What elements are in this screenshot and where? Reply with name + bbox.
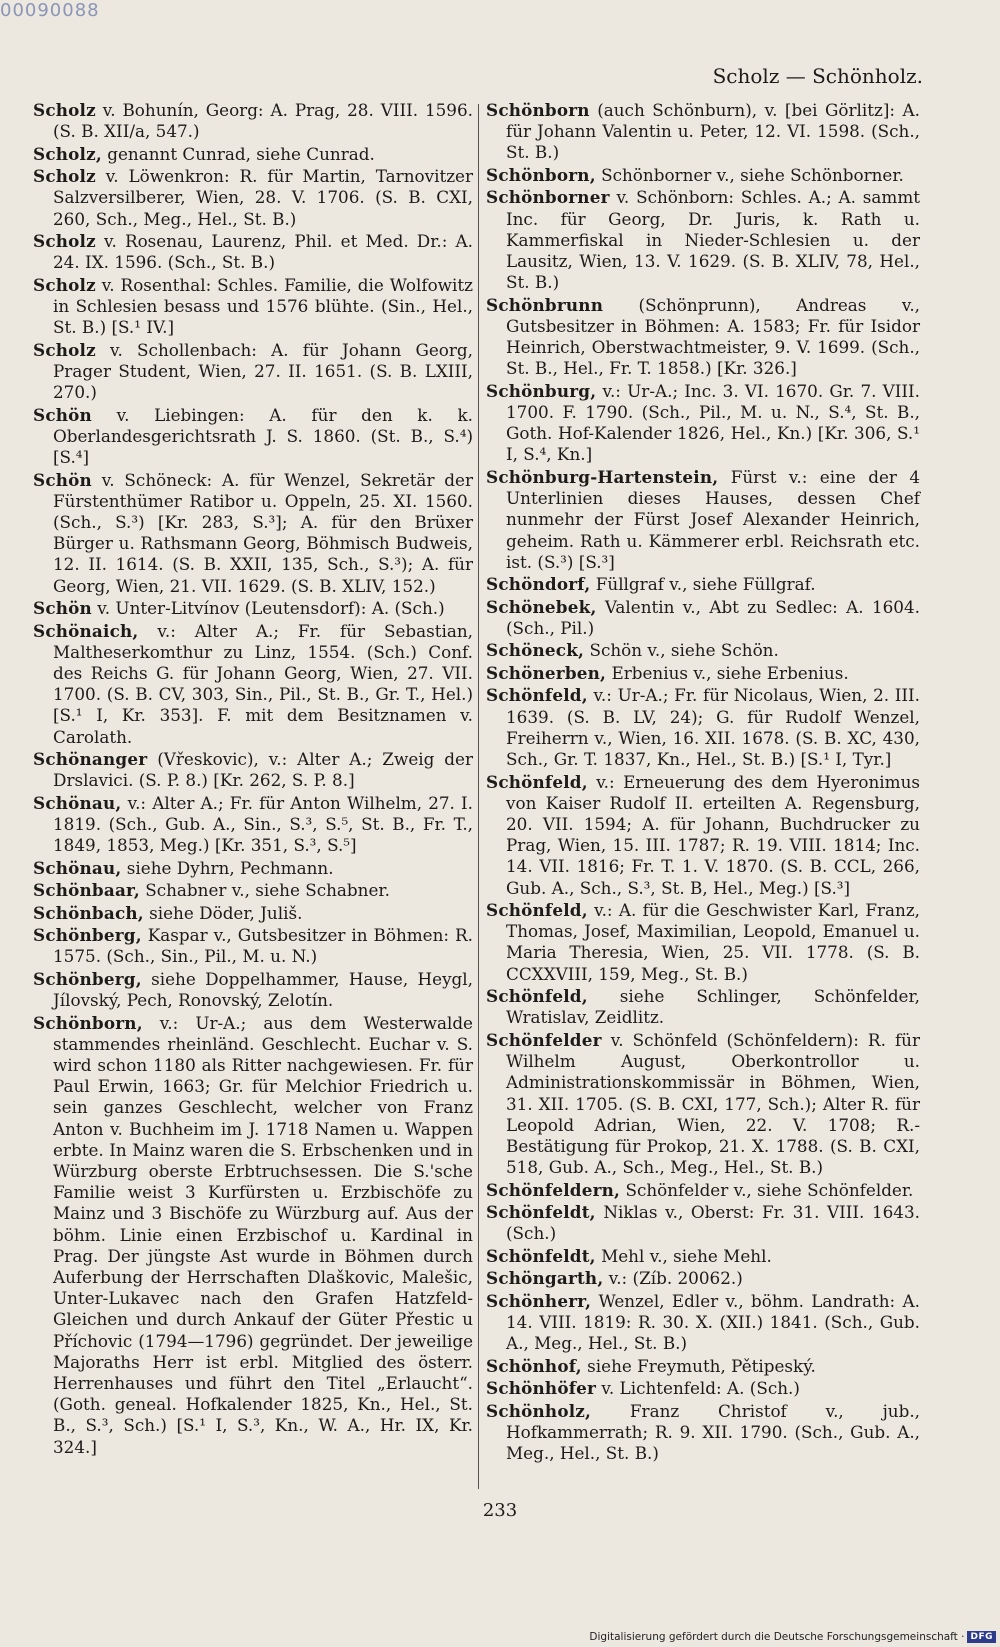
entry-text: siehe Dyhrn, Pechmann. [121,857,334,878]
entry [486,1202,920,1244]
entry-headword: Schön [33,469,92,490]
entry [486,381,920,466]
entry [33,903,473,924]
entry-headword: Schönborn, [486,164,596,185]
entry-headword: Schönfelder [486,1029,602,1050]
entry-text: v. Schönfeld (Schönfeldern): R. für Wilhelm August, Oberkontrollor u. Administrationskommissär in Böhmen, Wien, 31. XII. 1705. (S. B. CXI, 177, Sch.); Alter R. für Leopold Adrian, Wien, 22. V. 1708; R.-Bestätigung für Prokop, 21. X. 1788. (S. B. CXI, 518, Gub. A., Sch., Meg., Hel., St. B.) [506,1029,920,1178]
entry [486,772,920,899]
entry [486,467,920,573]
entry-headword: Schöndorf, [486,574,591,595]
entry-text: v.: Alter A.; Fr. für Anton Wilhelm, 27. I. 1819. (Sch., Gub. A., Sin., S.³, S.⁵, St. B., Fr. T., 1849, 1853, Meg.) [Kr. 351, S.³, S.⁵] [53,792,473,856]
entry [486,986,920,1028]
entry-text: v.: Alter A.; Fr. für Sebastian, Maltheserkomthur zu Linz, 1554. (Sch.) Conf. des Reichs G. für Johann Georg, Wien, 27. VII. 1700. (S. B. CV, 303, Sin., Pil., St. B., Gr. T., Hel.) [S.¹ I, Kr. 353]. F. mit dem Besitznamen v. Carolath. [53,620,473,747]
running-head: Scholz — Schönholz. [712,64,923,88]
entry-text: Schönfelder v., siehe Schönfelder. [620,1179,914,1200]
entry-text: Erbenius v., siehe Erbenius. [606,662,849,683]
entry [33,340,473,404]
entry [33,275,473,339]
entry [486,1291,920,1355]
entry-text: v.: Ur-A.; aus dem Westerwalde stammendes rheinländ. Geschlecht. Euchar v. S. wird schon 1180 als Ritter nachgewiesen. Fr. für Paul Erwin, 1663; Gr. für Melchior Friedrich u. sein ganzes Geschlecht, welcher von Franz Anton v. Buchheim im J. 1718 Namen u. Wappen erbte. In Mainz waren die S. Erbschenken und in Würzburg oberste Erbtruchsessen. Die S.'sche Familie weist 3 Kurfürsten u. Erzbischöfe zu Mainz und 3 Bischöfe zu Würzburg auf. Aus der böhm. Linie einen Erzbischof u. Kardinal in Prag. Der jüngste Ast wurde in Böhmen durch Auferbung der Herrschaften Dlaškovic, Malešic, Unter-Lukavec nach den Grafen Hatzfeld-Gleichen und durch Ankauf der Güter Přestic u Příchovic (1794—1796) gegründet. Der jeweilige Majoraths Herr ist erbl. Mitglied des österr. Herrenhauses und führt den Titel „Erlaucht“. (Goth. geneal. Hofkalender 1825, Kn., Hel., St. B., S.³, Sch.) [S.¹ I, S.³, Kn., W. A., Hr. IX, Kr. 324.] [53,1012,473,1457]
entry-text: Wenzel, Edler v., böhm. Landrath: A. 14. VIII. 1819: R. 30. X. (XII.) 1841. (Sch., Gub. A., Meg., Hel., St. B.) [506,1290,920,1354]
entry-text: v. Liebingen: A. für den k. k. Oberlandesgerichtsrath J. S. 1860. (St. B., S.⁴) [S.⁴] [53,404,473,468]
entry [33,1013,473,1458]
entry-headword: Schönfeldt, [486,1202,596,1223]
entry-headword: Schönfeld, [486,771,588,792]
entry-headword: Schönherr, [486,1290,592,1311]
entry-text: Franz Christof v., jub., Hofkammerrath; R. 9. XII. 1790. (Sch., Gub. A., Meg., Hel., St. B.) [506,1400,920,1464]
entry-headword: Schönfeldt, [486,1245,596,1266]
entry [486,900,920,985]
entry [33,166,473,230]
entry-text: (Vřeskovic), v.: Alter A.; Zweig der Drslavici. (S. P. 8.) [Kr. 262, S. P. 8.] [53,749,473,791]
entry [33,880,473,901]
entry-headword: Schön [33,404,92,425]
entry [33,231,473,273]
entry [486,1401,920,1465]
entry-text: v. Rosenthal: Schles. Familie, die Wolfowitz in Schlesien besass und 1576 blühte. (Sin., Hel., St. B.) [S.¹ IV.] [53,274,473,338]
entry [33,100,473,142]
entry-text: v. Bohunín, Georg: A. Prag, 28. VIII. 1596. (S. B. XII/a, 547.) [53,100,473,142]
entry [486,100,920,164]
entry-text: v. Schollenbach: A. für Johann Georg, Prager Student, Wien, 27. II. 1651. (S. B. LXIII, 270.) [53,339,473,403]
entry-text: v. Lichtenfeld: A. (Sch.) [596,1378,800,1399]
entry-headword: Schönborn, [33,1012,143,1033]
entry [33,598,473,619]
entry-headword: Scholz [33,339,96,360]
entry-headword: Scholz [33,166,96,187]
entry [486,1180,920,1201]
entry-headword: Schöneck, [486,640,585,661]
entry [486,640,920,661]
entry-text: v.: Erneuerung des dem Hyeronimus von Kaiser Rudolf II. erteilten A. Regensburg, 20. VII. 1594; A. für Johann, Buchdrucker zu Prag, Wien, 15. III. 1787; R. 19. VIII. 1814; Inc. 14. VII. 1816; Fr. T. 1. V. 1870. (S. B. CCL, 266, Gub. A., Sch., S.³, St. B, Hel., Meg.) [S.³] [506,771,920,898]
entry-headword: Scholz, [33,143,102,164]
footer [589,1631,996,1643]
entry [486,187,920,293]
entry [486,1030,920,1178]
entry [486,1268,920,1289]
entry-headword: Schöngarth, [486,1268,604,1289]
entry-headword: Schönfeld, [486,900,588,921]
entry-text: v. Schönborn: Schles. A.; A. sammt Inc. für Georg, Dr. Juris, k. Rath u. Kammerfiskal in Nieder-Schlesien u. der Lausitz, Wien, 13. V. 1629. (S. B. XLIV, 78, Hel., St. B.) [506,187,920,293]
footer-text: Digitalisierung gefördert durch die Deutsche Forschungsgemeinschaft · [589,1631,965,1643]
entry [486,685,920,770]
entry [33,858,473,879]
entry-headword: Schönerben, [486,662,607,683]
entry-headword: Schönfeldern, [486,1179,621,1200]
entry [33,925,473,967]
entry-text: Valentin v., Abt zu Sedlec: A. 1604. (Sch., Pil.) [506,596,920,638]
entry-headword: Schönborner [486,187,610,208]
left-column [33,100,473,1459]
entry-headword: Schönaich, [33,620,139,641]
entry-text: siehe Schlinger, Schönfelder, Wratislav, Zeidlitz. [506,986,920,1028]
entry-text: v.: Ur-A.; Fr. für Nicolaus, Wien, 2. III. 1639. (S. B. LV, 24); G. für Rudolf Wenzel, Freiherrn v., Wien, 16. XII. 1678. (S. B. XC, 430, Sch., Gr. T. 1837, Kn., Hel., St. B.) [S.¹ I, Tyr.] [506,685,920,770]
entry-headword: Schönbaar, [33,880,140,901]
column-divider [478,104,479,1489]
entry [486,1378,920,1399]
entry [33,405,473,469]
entry-headword: Schönholz, [486,1400,592,1421]
entry-text: v. Löwenkron: R. für Martin, Tarnovitzer Salzversilberer, Wien, 28. V. 1706. (S. B. CXI, 260, Sch., Meg., Hel., St. B.) [53,166,473,229]
entry [486,1246,920,1267]
entry-text: siehe Doppelhammer, Hause, Heygl, Jílovský, Pech, Ronovský, Zelotín. [53,968,473,1011]
entry-text: v. Unter-Litvínov (Leutensdorf): A. (Sch.) [91,598,445,619]
entry-headword: Schönbach, [33,902,144,923]
entry [486,165,920,186]
page-number: 233 [482,1500,518,1521]
entry-headword: Schönburg, [486,380,597,401]
entry-text: v.: Ur-A.; Inc. 3. VI. 1670. Gr. 7. VIII. 1700. F. 1790. (Sch., Pil., M. u. N., S.⁴, St. B., Goth. Hof-Kalender 1826, Hel., Kn.) [Kr. 306, S.¹ I, S.⁴, Kn.] [506,380,920,465]
entry-headword: Scholz [33,231,96,252]
entry-text: siehe Freymuth, Pětipeský. [581,1355,816,1376]
entry [486,597,920,639]
entry-text: Kaspar v., Gutsbesitzer in Böhmen: R. 1575. (Sch., Sin., Pil., M. u. N.) [53,925,473,967]
entry-headword: Schönbrunn [486,294,604,315]
entry-headword: Schönau, [33,792,122,813]
entry-text: v.: A. für die Geschwister Karl, Franz, Thomas, Josef, Maximilian, Leopold, Emanuel u. Maria Theresia, Wien, 25. VII. 1778. (S. B. CCXXVIII, 159, Meg., St. B.) [506,900,920,984]
entry-headword: Scholz [33,100,96,120]
entry [33,470,473,597]
dfg-logo: DFG [967,1631,996,1643]
entry-text: Schön v., siehe Schön. [584,640,779,661]
entry-text: Mehl v., siehe Mehl. [595,1245,772,1266]
entry-text: v. Schöneck: A. für Wenzel, Sekretär der Fürstenthümer Ratibor u. Oppeln, 25. XI. 1560. (Sch., S.³) [Kr. 283, S.³]; A. für den Brüxer Bürger u. Rathsmann Georg, Böhmisch Budweis, 12. II. 1614. (S. B. XXII, 135, Sch., S.³); A. für Georg, Wien, 21. VII. 1629. (S. B. XLIV, 152.) [53,469,473,596]
entry-text: Füllgraf v., siehe Füllgraf. [590,574,816,595]
entry-headword: Schönberg, [33,968,142,989]
entry-headword: Schönhöfer [486,1378,597,1399]
entry [33,621,473,748]
entry-text: (Schönprunn), Andreas v., Gutsbesitzer in Böhmen: A. 1583; Fr. für Isidor Heinrich, Oberstwachtmeister, 9. V. 1699. (Sch., St. B., Hel., Fr. T. 1858.) [Kr. 326.] [506,294,920,379]
entry-headword: Schönfeld, [486,685,588,706]
entry-text: siehe Döder, Juliš. [143,902,303,923]
entry-headword: Schönborn [486,100,590,120]
entry-headword: Schönebek, [486,596,597,617]
entry-text: (auch Schönburn), v. [bei Görlitz]: A. für Johann Valentin u. Peter, 12. VI. 1598. (Sch., St. B.) [506,100,920,163]
entry-text: v. Rosenau, Laurenz, Phil. et Med. Dr.: A. 24. IX. 1596. (Sch., St. B.) [53,231,473,273]
entry-text: Schabner v., siehe Schabner. [139,880,390,901]
entry-headword: Schönhof, [486,1355,582,1376]
entry-headword: Schönberg, [33,925,142,946]
entry-text: v.: (Zíb. 20062.) [603,1268,743,1289]
entry-text: Fürst v.: eine der 4 Unterlinien dieses Hauses, dessen Chef nunmehr der Fürst Josef Alexander Heinrich, geheim. Rath u. Kämmerer erbl. Reichsrath etc. ist. (S.³) [S.³] [506,466,920,572]
entry [33,969,473,1011]
entry [486,663,920,684]
entry [486,1356,920,1377]
entry-text: genannt Cunrad, siehe Cunrad. [101,143,375,164]
entry [486,295,920,380]
entry-headword: Schönfeld, [486,986,588,1007]
entry-headword: Schönburg-Hartenstein, [486,466,719,487]
right-column [486,100,920,1466]
corner-number: 00090088 [0,0,100,21]
entry-headword: Schönau, [33,857,122,878]
entry [33,749,473,791]
entry-headword: Schön [33,598,92,619]
entry-headword: Scholz [33,274,96,295]
entry [33,144,473,165]
entry-text: Schönborner v., siehe Schönborner. [595,164,904,185]
entry [33,793,473,857]
entry-text: Niklas v., Oberst: Fr. 31. VIII. 1643. (Sch.) [506,1202,920,1244]
entry-headword: Schönanger [33,749,148,770]
entry [486,574,920,595]
